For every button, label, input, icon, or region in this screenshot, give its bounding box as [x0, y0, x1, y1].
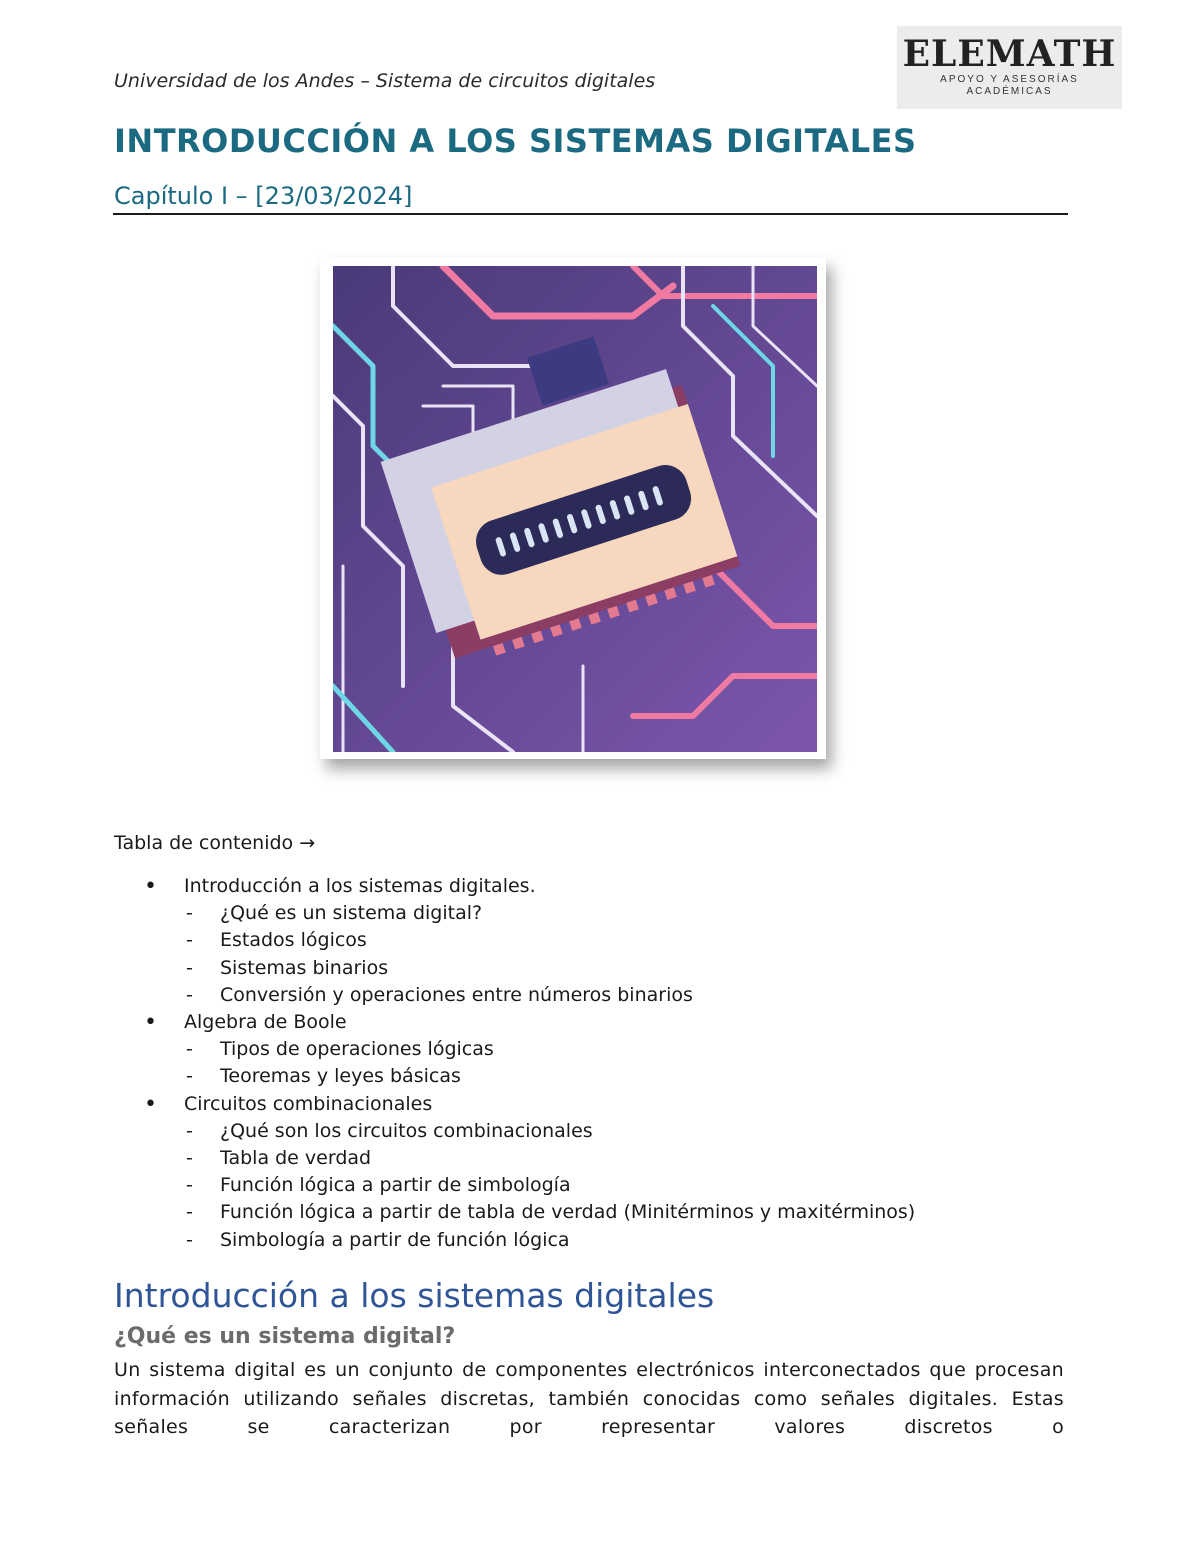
toc-item: - Simbología a partir de función lógica: [114, 1227, 915, 1254]
toc-item: - ¿Qué es un sistema digital?: [114, 900, 915, 927]
running-header: Universidad de los Andes – Sistema de circuitos digitales: [114, 70, 656, 92]
toc-item: - Tipos de operaciones lógicas: [114, 1036, 915, 1063]
document-title: INTRODUCCIÓN A LOS SISTEMAS DIGITALES: [114, 122, 917, 160]
toc-section: • Introducción a los sistemas digitales.: [114, 873, 915, 900]
elemath-logo: [897, 26, 1122, 109]
logo-tagline: APOYO Y ASESORÍAS ACADÉMICAS: [940, 74, 1079, 97]
toc-item: - Conversión y operaciones entre números binarios: [114, 982, 915, 1009]
toc-section: • Algebra de Boole: [114, 1009, 915, 1036]
toc-item: - Función lógica a partir de simbología: [114, 1172, 915, 1199]
subsection-heading: ¿Qué es un sistema digital?: [114, 1324, 456, 1349]
toc-item: - Función lógica a partir de tabla de verdad (Minitérminos y maxitérminos): [114, 1199, 915, 1226]
logo-wordmark: ELEMATH: [902, 33, 1117, 75]
toc-item: - Estados lógicos: [114, 927, 915, 954]
toc-heading: Tabla de contenido →: [114, 832, 316, 854]
title-divider: [113, 213, 1068, 215]
circuit-chip-illustration: [333, 266, 817, 752]
toc-item: - Tabla de verdad: [114, 1145, 915, 1172]
chapter-subtitle: Capítulo I – [23/03/2024]: [114, 182, 413, 210]
toc-section: • Circuitos combinacionales: [114, 1091, 915, 1118]
toc-item: - ¿Qué son los circuitos combinacionales: [114, 1118, 915, 1145]
toc-item: - Teoremas y leyes básicas: [114, 1063, 915, 1090]
toc-item: - Sistemas binarios: [114, 955, 915, 982]
cover-image: [320, 257, 826, 759]
body-paragraph: Un sistema digital es un conjunto de componentes electrónicos interconectados que procesan información utilizando señales discretas, también conocidas como señales digitales. Estas señales se caracterizan por representar valores discretos o: [114, 1359, 1064, 1438]
section-heading: Introducción a los sistemas digitales: [114, 1276, 715, 1315]
table-of-contents: [114, 873, 915, 1254]
